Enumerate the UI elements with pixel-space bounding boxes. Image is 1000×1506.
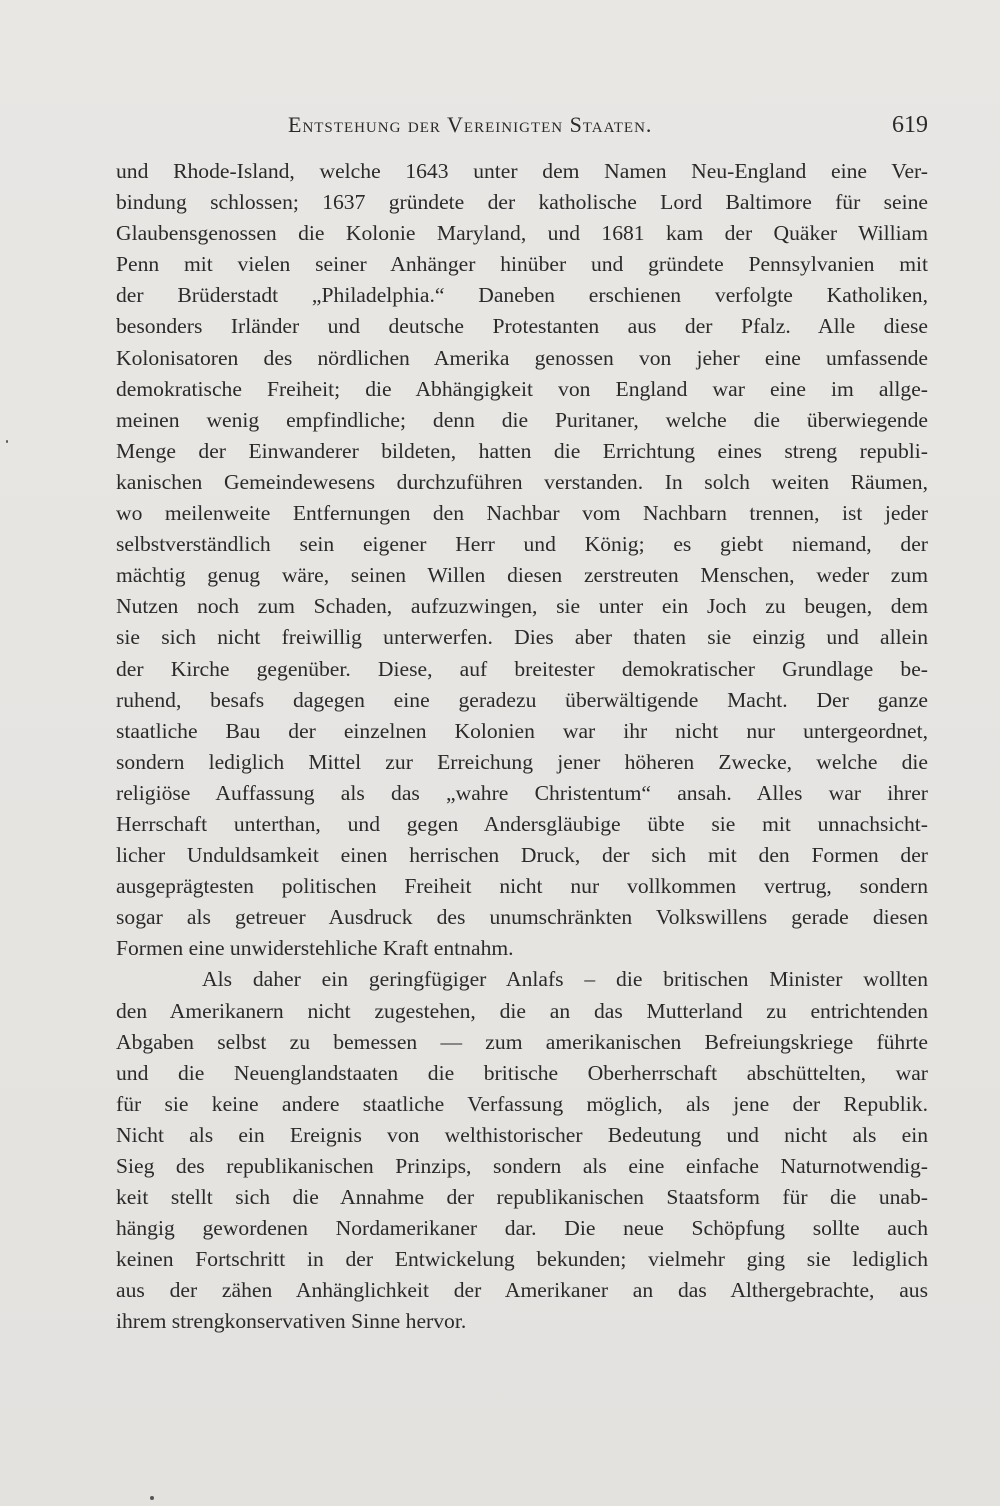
text-line: besonders Irländer und deutsche Protestanten aus der Pfalz. Alle diese [116, 314, 928, 339]
text-line: demokratische Freiheit; die Abhängigkeit von England war eine im allge- [116, 376, 928, 401]
text-line: sondern lediglich Mittel zur Erreichung jener höheren Zwecke, welche die [116, 749, 928, 774]
running-title: Entstehung der Vereinigten Staaten. [288, 112, 653, 137]
text-line: sie sich nicht freiwillig unterwerfen. Dies aber thaten sie einzig und allein [116, 625, 928, 650]
text-line: und Rhode-Island, welche 1643 unter dem Namen Neu-England eine Ver- [116, 159, 928, 183]
text-line: Als daher ein geringfügiger Anlafs – die britischen Minister wollten [202, 967, 928, 992]
text-line: Formen eine unwiderstehliche Kraft entnahm. [116, 936, 514, 961]
text-line: sogar als getreuer Ausdruck des unumschränkten Volkswillens gerade diesen [116, 905, 928, 930]
text-line: staatliche Bau der einzelnen Kolonien war ihr nicht nur untergeordnet, [116, 718, 928, 743]
text-line: bindung schlossen; 1637 gründete der katholische Lord Baltimore für seine [116, 190, 928, 215]
text-line: der Kirche gegenüber. Diese, auf breitester demokratischer Grundlage be- [116, 656, 928, 681]
text-line: und die Neuenglandstaaten die britische Oberherrschaft abschüttelten, war [116, 1060, 928, 1085]
text-line: Menge der Einwanderer bildeten, hatten die Errichtung eines streng republi- [116, 438, 928, 463]
text-line: Kolonisatoren des nördlichen Amerika genossen von jeher eine umfassende [116, 345, 928, 370]
text-line: meinen wenig empfindliche; denn die Puritaner, welche die überwiegende [116, 407, 928, 432]
text-line: ruhend, besafs dagegen eine geradezu überwältigende Macht. Der ganze [116, 687, 928, 712]
paragraph [116, 156, 928, 964]
text-line: religiöse Auffassung als das „wahre Christentum“ ansah. Alles war ihrer [116, 780, 928, 805]
text-line: aus der zähen Anhänglichkeit der Amerikaner an das Althergebrachte, aus [116, 1278, 928, 1303]
text-line: Glaubensgenossen die Kolonie Maryland, und 1681 kam der Quäker William [116, 221, 928, 246]
text-line: für sie keine andere staatliche Verfassung möglich, als jene der Republik. [116, 1091, 928, 1116]
text-line: wo meilenweite Entfernungen den Nachbar vom Nachbarn trennen, ist jeder [116, 501, 928, 526]
text-line: selbstverständlich sein eigener Herr und König; es giebt niemand, der [116, 532, 928, 557]
text-line: ausgeprägtesten politischen Freiheit nicht nur vollkommen vertrug, sondern [116, 874, 928, 899]
text-line: Sieg des republikanischen Prinzips, sondern als eine einfache Naturnotwendig- [116, 1154, 928, 1178]
text-line: mächtig genug wäre, seinen Willen diesen zerstreuten Menschen, weder zum [116, 563, 928, 588]
text-line: keinen Fortschritt in der Entwickelung bekunden; vielmehr ging sie lediglich [116, 1247, 928, 1272]
text-line: hängig gewordenen Nordamerikaner dar. Die neue Schöpfung sollte auch [116, 1216, 928, 1241]
body-text [116, 156, 928, 1338]
text-line: der Brüderstadt „Philadelphia.“ Daneben erschienen verfolgte Katholiken, [116, 283, 928, 308]
text-line: keit stellt sich die Annahme der republikanischen Staatsform für die unab- [116, 1185, 928, 1210]
scan-speck [150, 1496, 154, 1500]
text-line: Nutzen noch zum Schaden, aufzuzwingen, sie unter ein Joch zu beugen, dem [116, 594, 928, 619]
text-line: Nicht als ein Ereignis von welthistorischer Bedeutung und nicht als ein [116, 1122, 928, 1147]
text-line: den Amerikanern nicht zugestehen, die an das Mutterland zu entrichtenden [116, 998, 928, 1023]
text-line: Herrschaft unterthan, und gegen Andersgläubige übte sie mit unnachsicht- [116, 811, 928, 836]
running-head [116, 112, 928, 146]
text-line: kanischen Gemeindewesens durchzuführen verstanden. In solch weiten Räumen, [116, 469, 928, 494]
text-line: ihrem strengkonservativen Sinne hervor. [116, 1309, 467, 1334]
paragraph [116, 964, 928, 1337]
page-number: 619 [892, 112, 928, 138]
scan-speck [6, 440, 8, 443]
text-line: Penn mit vielen seiner Anhänger hinüber und gründete Pennsylvanien mit [116, 252, 928, 277]
text-line: licher Unduldsamkeit einen herrischen Druck, der sich mit den Formen der [116, 843, 928, 868]
text-line: Abgaben selbst zu bemessen — zum amerikanischen Befreiungskriege führte [116, 1029, 928, 1054]
